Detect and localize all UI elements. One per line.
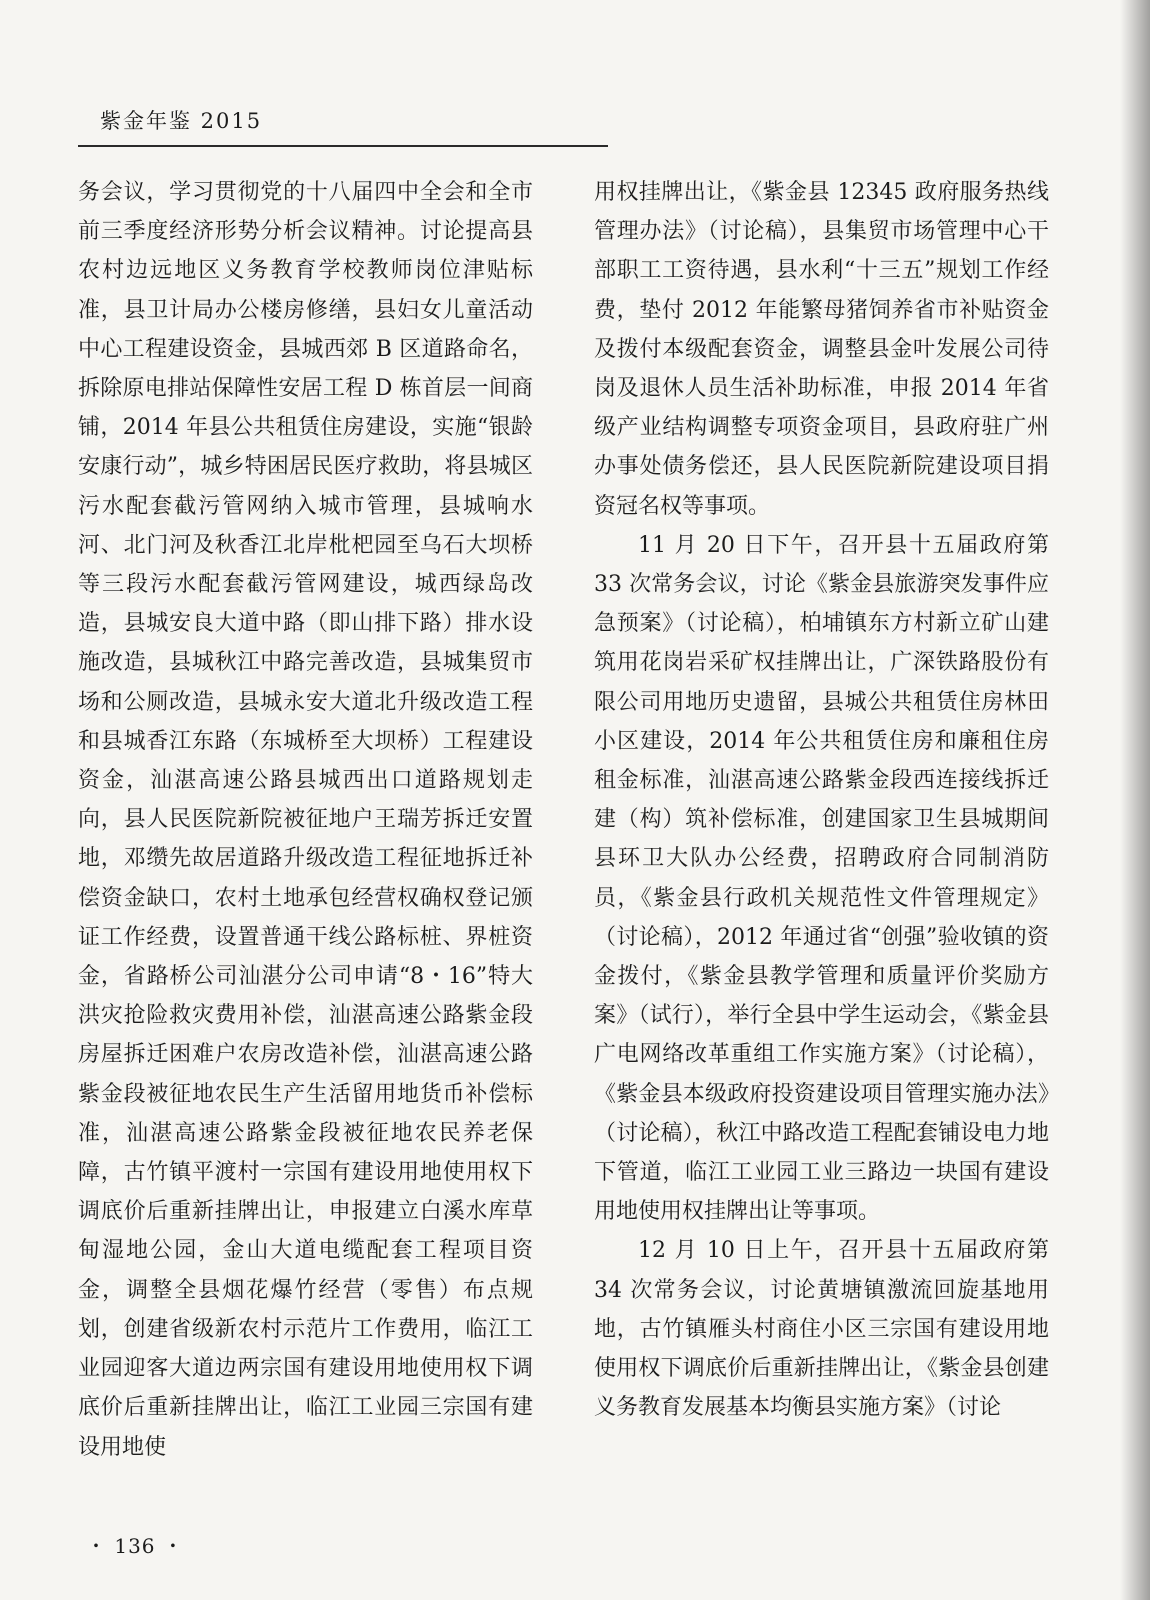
left-column <box>78 173 533 1467</box>
binding-shadow <box>1120 0 1150 1600</box>
right-paragraph-2: 11 月 20 日下午，召开县十五届政府第 33 次常务会议，讨论《紫金县旅游突发事件应急预案》（讨论稿），柏埔镇东方村新立矿山建筑用花岗岩采矿权挂牌出让，广深铁路股份有限公司用地历史遗留，县城公共租赁住房林田小区建设，2014 年公共租赁住房和廉租住房租金标准，汕湛高速公路紫金段西连接线拆迁建（构）筑补偿标准，创建国家卫生县城期间县环卫大队办公经费，招聘政府合同制消防员，《紫金县行政机关规范性文件管理规定》（讨论稿），2012 年通过省“创强”验收镇的资金拨付，《紫金县教学管理和质量评价奖励方案》（试行），举行全县中学生运动会，《紫金县广电网络改革重组工作实施方案》（讨论稿），《紫金县本级政府投资建设项目管理实施办法》（讨论稿），秋江中路改造工程配套铺设电力地下管道，临江工业园工业三路边一块国有建设用地使用权挂牌出让等事项。 <box>594 532 1049 1225</box>
running-header: 紫金年鉴 2015 <box>100 109 263 133</box>
right-column <box>594 173 1049 1428</box>
left-paragraph-1: 务会议，学习贯彻党的十八届四中全会和全市前三季度经济形势分析会议精神。讨论提高县农村边远地区义务教育学校教师岗位津贴标准，县卫计局办公楼房修缮，县妇女儿童活动中心工程建设资金，县城西郊 B 区道路命名，拆除原电排站保障性安居工程 D 栋首层一间商铺，2014 年县公共租赁住房建设，实施“银龄安康行动”，城乡特困居民医疗救助，将县城区污水配套截污管网纳入城市管理，县城响水河、北门河及秋香江北岸枇杷园至乌石大坝桥等三段污水配套截污管网建设，城西绿岛改造，县城安良大道中路（即山排下路）排水设施改造，县城秋江中路完善改造，县城集贸市场和公厕改造，县城永安大道北升级改造工程和县城香江东路（东城桥至大坝桥）工程建设资金，汕湛高速公路县城西出口道路规划走向，县人民医院新院被征地户王瑞芳拆迁安置地，邓缵先故居道路升级改造工程征地拆迁补偿资金缺口，农村土地承包经营权确权登记颁证工作经费，设置普通干线公路标桩、界桩资金，省路桥公司汕湛分公司申请“8・16”特大洪灾抢险救灾费用补偿，汕湛高速公路紫金段房屋拆迁困难户农房改造补偿，汕湛高速公路紫金段被征地农民生产生活留用地货币补偿标准，汕湛高速公路紫金段被征地农民养老保障，古竹镇平渡村一宗国有建设用地使用权下调底价后重新挂牌出让，申报建立白溪水库草甸湿地公园，金山大道电缆配套工程项目资金，调整全县烟花爆竹经营（零售）布点规划，创建省级新农村示范片工作费用，临江工业园迎客大道边两宗国有建设用地使用权下调底价后重新挂牌出让，临江工业园三宗国有建设用地使 <box>78 180 533 1460</box>
page-number: ・ 136 ・ <box>86 1534 184 1558</box>
header-rule <box>78 145 608 147</box>
right-paragraph-1: 用权挂牌出让，《紫金县 12345 政府服务热线管理办法》（讨论稿），县集贸市场管理中心干部职工工资待遇，县水利“十三五”规划工作经费，垫付 2012 年能繁母猪饲养省市补贴资金及拨付本级配套资金，调整县金叶发展公司待岗及退休人员生活补助标准，申报 2014 年省级产业结构调整专项资金项目，县政府驻广州办事处债务偿还，县人民医院新院建设项目捐资冠名权等事项。 <box>594 180 1049 519</box>
right-paragraph-3: 12 月 10 日上午，召开县十五届政府第 34 次常务会议，讨论黄塘镇激流回旋基地用地，古竹镇雁头村商住小区三宗国有建设用地使用权下调底价后重新挂牌出让，《紫金县创建义务教育发展基本均衡县实施方案》（讨论 <box>594 1238 1049 1421</box>
